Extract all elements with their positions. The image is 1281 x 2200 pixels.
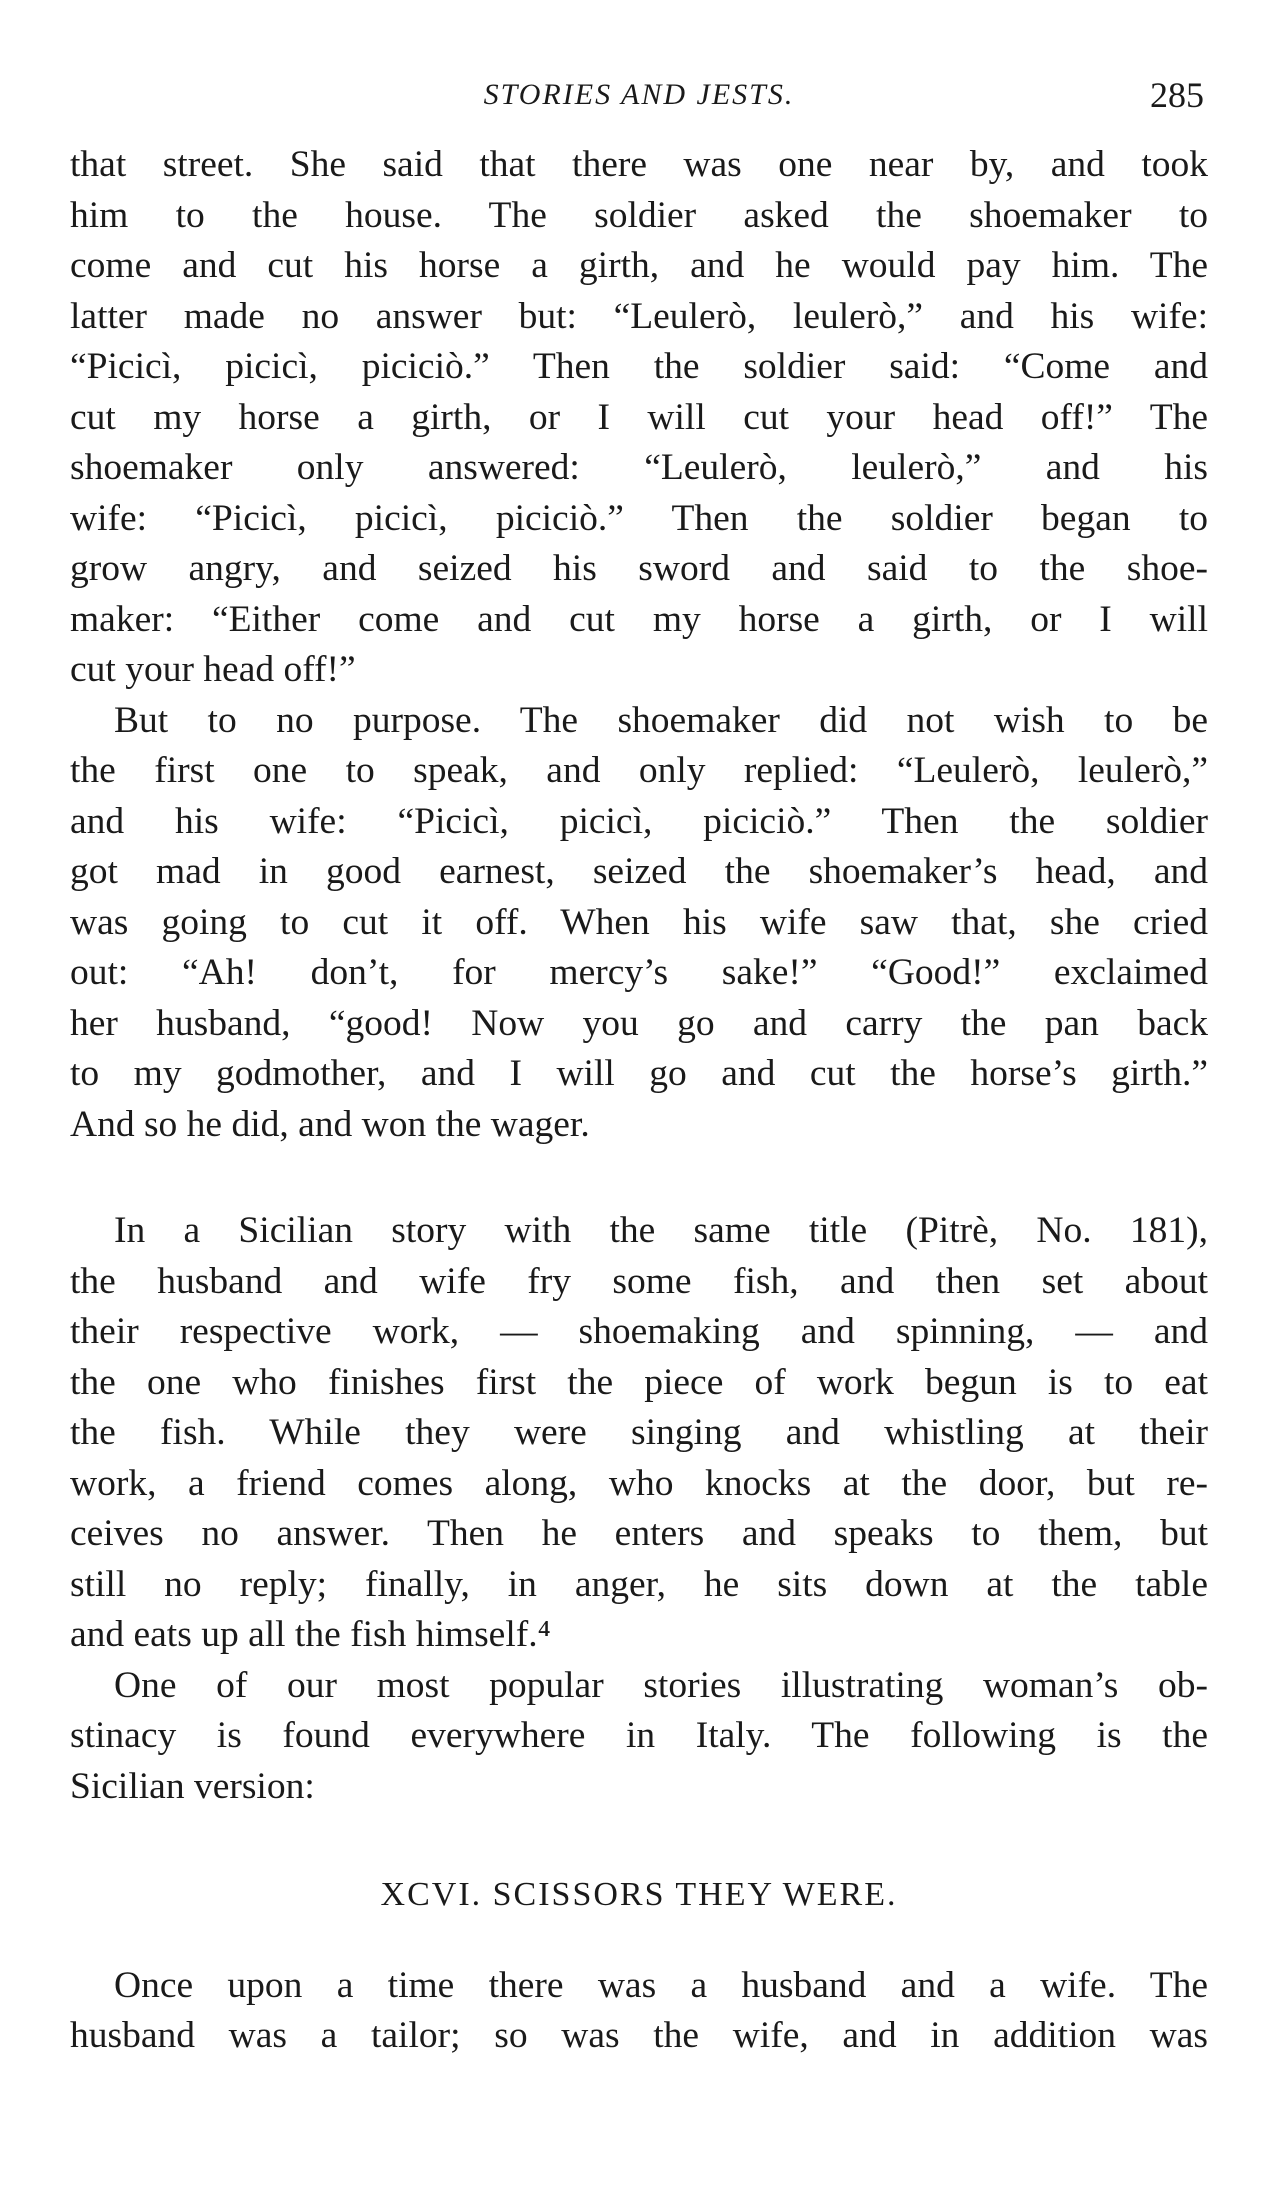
text-line: cut your head off!” (70, 649, 356, 690)
text-line: shoemaker only answered: “Leulerò, leulerò,” and his (70, 447, 1208, 488)
text-line: husband was a tailor; so was the wife, and in addition was (70, 2015, 1208, 2056)
text-line: “Picicì, picicì, piciciò.” Then the soldier said: “Come and (70, 346, 1208, 387)
text-line: latter made no answer but: “Leulerò, leulerò,” and his wife: (70, 295, 1208, 337)
text-line: Once upon a time there was a husband and a wife. The (114, 1964, 1208, 2006)
text-line: Sicilian version: (70, 1765, 315, 1807)
text-line: still no reply; finally, in anger, he sits down at the table (70, 1563, 1208, 1605)
text-line: their respective work, — shoemaking and spinning, — and (70, 1311, 1208, 1352)
page-number: 285 (1150, 75, 1204, 115)
text-line: In a Sicilian story with the same title (Pitrè, No. 181), (114, 1210, 1208, 1251)
text-line: and his wife: “Picicì, picicì, piciciò.” Then the soldier (70, 800, 1208, 842)
text-line: work, a friend comes along, who knocks at the door, but re- (70, 1462, 1208, 1504)
text-line: him to the house. The soldier asked the shoemaker to (70, 194, 1208, 236)
paragraph-sicilian-comment (70, 1206, 1208, 1661)
section-heading: XCVI. SCISSORS THEY WERE. (380, 1876, 898, 1913)
text-line: the one who finishes first the piece of work begun is to eat (70, 1361, 1208, 1403)
text-line: that street. She said that there was one near by, and took (70, 144, 1208, 185)
text-line: stinacy is found everywhere in Italy. The following is the (70, 1715, 1208, 1756)
text-line: And so he did, and won the wager. (70, 1103, 590, 1145)
page-body (70, 140, 1208, 2062)
text-line: got mad in good earnest, seized the shoemaker’s head, and (70, 851, 1208, 892)
text-line: cut my horse a girth, or I will cut your head off!” The (70, 396, 1208, 438)
paragraph-story-ending (70, 696, 1208, 1151)
paragraph-story-continued (70, 140, 1208, 696)
paragraph-gap (70, 1150, 1208, 1206)
running-head: STORIES AND JESTS. (483, 78, 795, 111)
text-line: the husband and wife fry some fish, and then set about (70, 1260, 1208, 1302)
text-line: come and cut his horse a girth, and he would pay him. The (70, 245, 1208, 286)
text-line: the first one to speak, and only replied: “Leulerò, leulerò,” (70, 750, 1208, 791)
page-header (70, 70, 1208, 120)
paragraph-obstinacy-intro (70, 1661, 1208, 1813)
text-line: ceives no answer. Then he enters and speaks to them, but (70, 1513, 1208, 1554)
text-line: her husband, “good! Now you go and carry the pan back (70, 1002, 1208, 1044)
text-line: One of our most popular stories illustrating woman’s ob- (114, 1664, 1208, 1706)
paragraph-scissors-story (70, 1961, 1208, 2062)
text-line: wife: “Picicì, picicì, piciciò.” Then the soldier began to (70, 497, 1208, 539)
text-line: grow angry, and seized his sword and said to the shoe- (70, 548, 1208, 589)
text-line: to my godmother, and I will go and cut the horse’s girth.” (70, 1053, 1208, 1094)
text-line: the fish. While they were singing and whistling at their (70, 1412, 1208, 1453)
text-line: and eats up all the fish himself.⁴ (70, 1614, 551, 1655)
text-line: out: “Ah! don’t, for mercy’s sake!” “Good!” exclaimed (70, 952, 1208, 993)
text-line: maker: “Either come and cut my horse a girth, or I will (70, 598, 1208, 640)
text-line: But to no purpose. The shoemaker did not wish to be (114, 699, 1208, 741)
text-line: was going to cut it off. When his wife saw that, she cried (70, 901, 1208, 943)
